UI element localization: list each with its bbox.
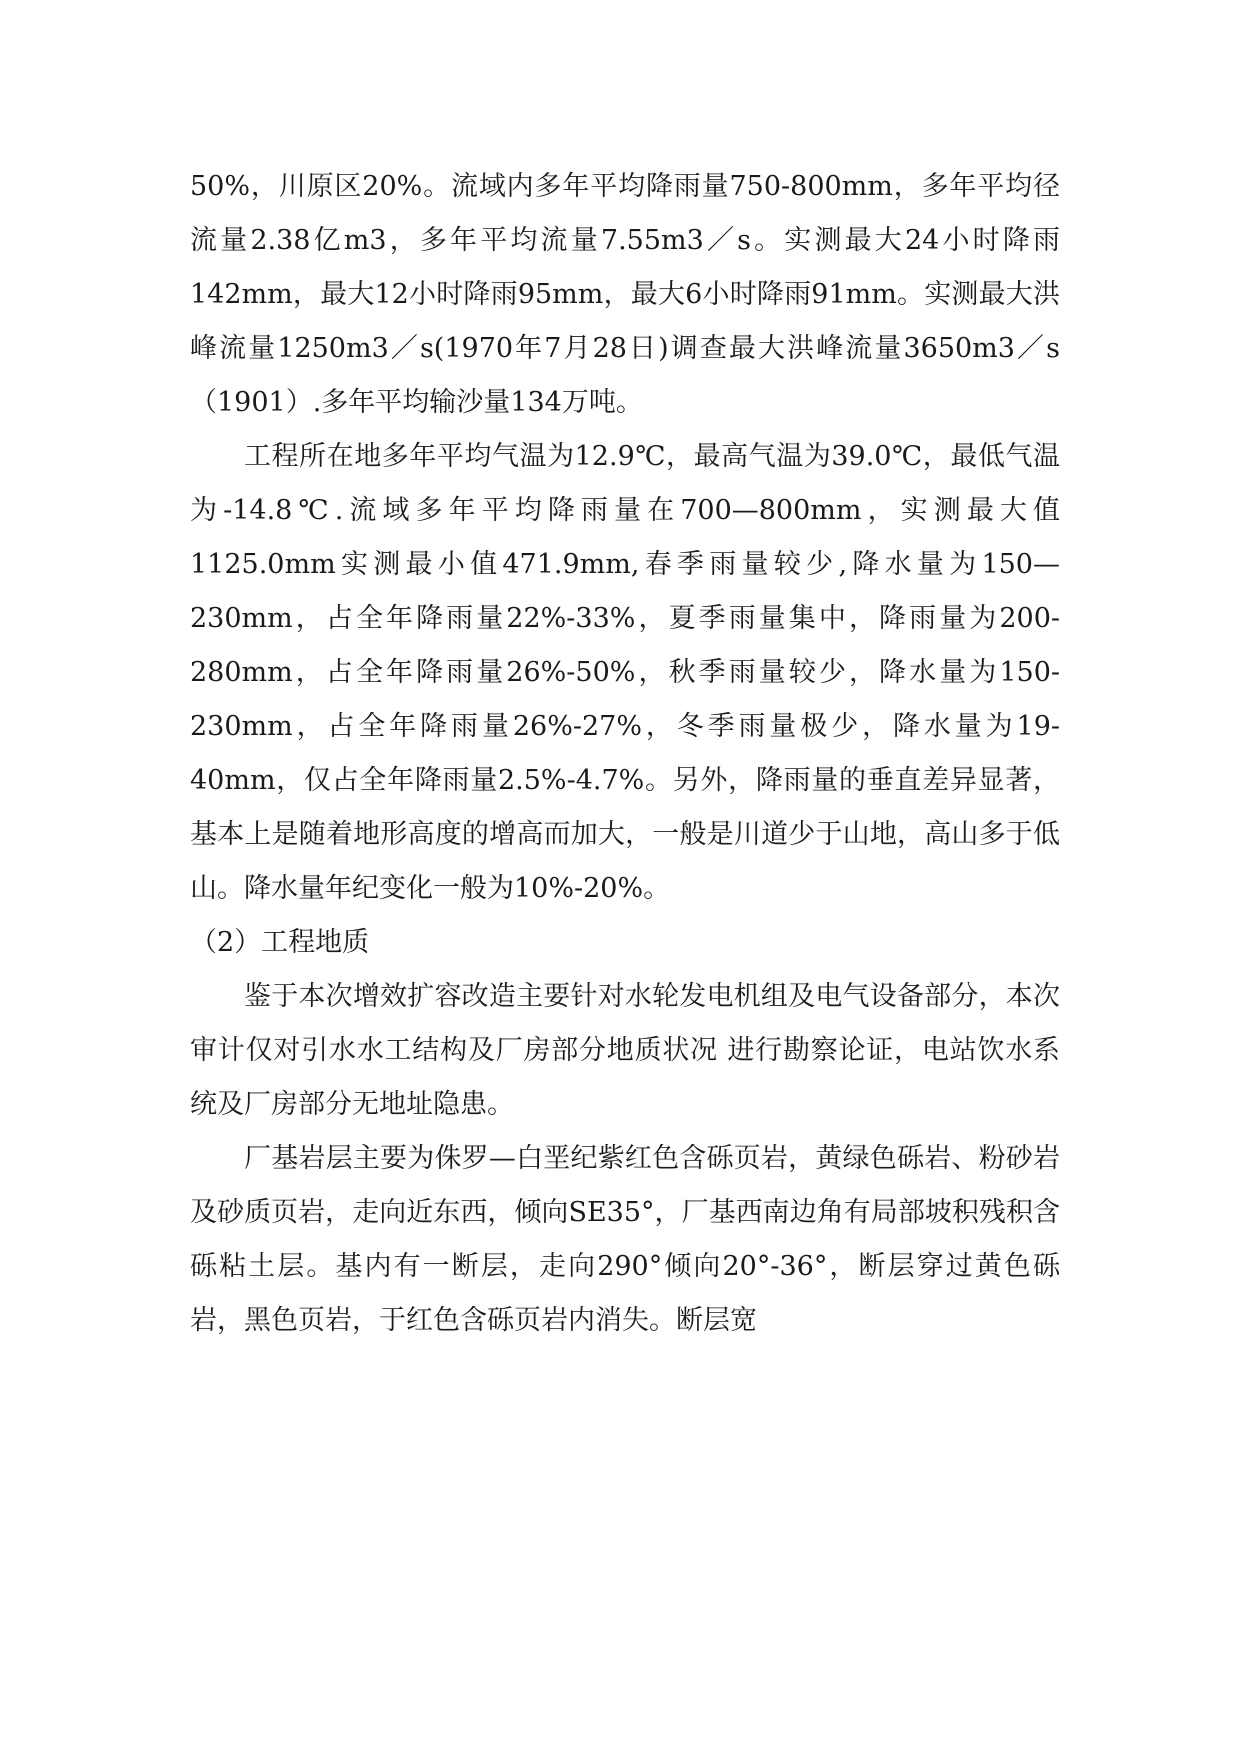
paragraph-bedrock: 厂基岩层主要为侏罗—白垩纪紫红色含砾页岩，黄绿色砾岩、粉砂岩及砂质页岩，走向近东西，倾向SE35°，厂基西南边角有局部坡积残积含砾粘土层。基内有一断层，走向290°倾向20°-36°，断层穿过黄色砾岩，黑色页岩，于红色含砾页岩内消失。断层宽 bbox=[190, 1143, 1060, 1336]
paragraph-hydrology-stats: 50%，川原区20%。流域内多年平均降雨量750-800mm，多年平均径流量2.38亿m3，多年平均流量7.55m3／s。实测最大24小时降雨142mm，最大12小时降雨95mm，最大6小时降雨91mm。实测最大洪峰流量1250m3／s(1970年7月28日)调查最大洪峰流量3650m3／s（1901）.多年平均输沙量134万吨。 bbox=[190, 171, 1060, 418]
paragraph-survey-scope: 鉴于本次增效扩容改造主要针对水轮发电机组及电气设备部分，本次审计仅对引水水工结构及厂房部分地质状况 进行勘察论证，电站饮水系统及厂房部分无地址隐患。 bbox=[190, 981, 1060, 1120]
section-heading-engineering-geology: （2）工程地质 bbox=[190, 927, 370, 958]
paragraph-climate: 工程所在地多年平均气温为12.9℃，最高气温为39.0℃，最低气温为-14.8℃.流域多年平均降雨量在700—800mm，实测最大值1125.0mm实测最小值471.9mm,春季雨量较少,降水量为150—230mm，占全年降雨量22%-33%，夏季雨量集中，降雨量为200-280mm，占全年降雨量26%-50%，秋季雨量较少，降水量为150-230mm，占全年降雨量26%-27%，冬季雨量极少，降水量为19-40mm，仅占全年降雨量2.5%-4.7%。另外，降雨量的垂直差异显著，基本上是随着地形高度的增高而加大，一般是川道少于山地，高山多于低山。降水量年纪变化一般为10%-20%。 bbox=[190, 441, 1060, 904]
body-text bbox=[190, 160, 1060, 1348]
